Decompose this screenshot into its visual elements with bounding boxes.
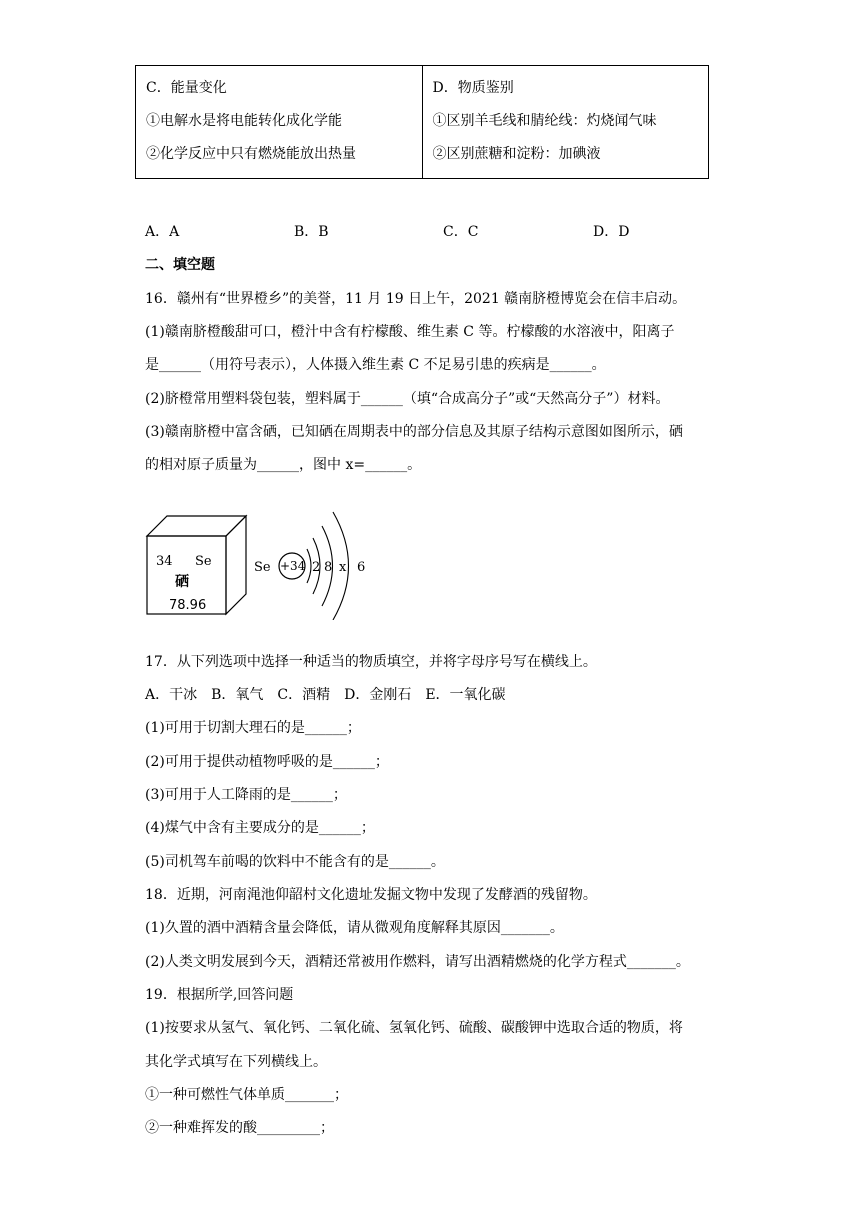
q19-item2: ②一种难挥发的酸_________； bbox=[145, 1120, 334, 1136]
q17-part4: (4)煤气中含有主要成分的是______； bbox=[145, 820, 375, 836]
atom-structure-diagram bbox=[254, 512, 365, 620]
q17-part3: (3)可用于人工降雨的是______； bbox=[145, 787, 347, 803]
choice-c[interactable]: C．C bbox=[443, 224, 479, 240]
q17-part5: (5)司机驾车前喝的饮料中不能含有的是______。 bbox=[145, 854, 445, 870]
q17-part1: (1)可用于切割大理石的是______； bbox=[145, 720, 361, 736]
q18-stem: 18．近期，河南渑池仰韶村文化遗址发掘文物中发现了发酵酒的残留物。 bbox=[145, 887, 597, 903]
nucleus-charge: +34 bbox=[280, 559, 306, 573]
shell-count-2: 8 bbox=[324, 560, 333, 575]
cell-c-item-2: ②化学反应中只有燃烧能放出热量 bbox=[146, 146, 356, 162]
q16-part3-line2: 的相对原子质量为______，图中 x=______。 bbox=[145, 457, 422, 473]
element-symbol: Se bbox=[195, 554, 212, 569]
q17-options: A．干冰 B．氧气 C．酒精 D．金刚石 E．一氧化碳 bbox=[145, 687, 506, 703]
choice-a[interactable]: A．A bbox=[145, 224, 180, 240]
q16-part1-line2: 是______（用符号表示），人体摄入维生素 C 不足易引患的疾病是______。 bbox=[145, 357, 606, 373]
q18-part2: (2)人类文明发展到今天，酒精还常被用作燃料，请写出酒精燃烧的化学方程式_______。 bbox=[145, 954, 690, 970]
selenium-figure bbox=[141, 498, 371, 620]
q16-part1-line1: (1)赣南脐橙酸甜可口，橙汁中含有柠檬酸、维生素 C 等。柠檬酸的水溶液中，阳离子 bbox=[145, 324, 675, 340]
choice-b[interactable]: B．B bbox=[294, 224, 329, 240]
q16-part3-line1: (3)赣南脐橙中富含硒，已知硒在周期表中的部分信息及其原子结构示意图如图所示，硒 bbox=[145, 424, 683, 440]
shell-count-1: 2 bbox=[312, 560, 321, 575]
q19-part1-line1: (1)按要求从氢气、氧化钙、二氧化硫、氢氧化钙、硫酸、碳酸钾中选取合适的物质，将 bbox=[145, 1020, 683, 1036]
q19-stem: 19．根据所学,回答问题 bbox=[145, 987, 294, 1003]
cell-c-item-1: ①电解水是将电能转化成化学能 bbox=[146, 113, 342, 129]
section-title: 二、填空题 bbox=[145, 257, 215, 273]
q18-part1: (1)久置的酒中酒精含量会降低，请从微观角度解释其原因_______。 bbox=[145, 920, 564, 936]
shell-arc-1 bbox=[307, 549, 311, 583]
atomic-number: 34 bbox=[156, 554, 173, 569]
element-card bbox=[147, 516, 246, 614]
q17-stem: 17．从下列选项中选择一种适当的物质填空，并将字母序号写在横线上。 bbox=[145, 654, 597, 670]
element-name: 硒 bbox=[175, 574, 189, 590]
options-table bbox=[135, 65, 709, 179]
shell-count-3: x bbox=[339, 560, 347, 575]
q19-item1: ①一种可燃性气体单质_______； bbox=[145, 1087, 348, 1103]
table-cell-c bbox=[136, 66, 423, 179]
q17-part2: (2)可用于提供动植物呼吸的是______； bbox=[145, 754, 389, 770]
q16-stem: 16．赣州有“世界橙乡”的美誉，11 月 19 日上午，2021 赣南脐橙博览会在信丰启动。 bbox=[145, 291, 687, 307]
cell-d-item-2: ②区别蔗糖和淀粉：加碘液 bbox=[432, 146, 601, 162]
choice-d[interactable]: D．D bbox=[593, 224, 630, 240]
table-cell-d bbox=[422, 66, 709, 179]
cell-d-title: D．物质鉴别 bbox=[432, 80, 514, 96]
shell-count-4: 6 bbox=[357, 560, 366, 575]
q19-part1-line2: 其化学式填写在下列横线上。 bbox=[145, 1054, 327, 1070]
q16-part2: (2)脐橙常用塑料袋包装，塑料属于______（填“合成高分子”或“天然高分子”）材料。 bbox=[145, 391, 670, 407]
cell-c-title: C．能量变化 bbox=[146, 80, 227, 96]
cell-d-item-1: ①区别羊毛线和腈纶线：灼烧闻气味 bbox=[432, 113, 657, 129]
atomic-mass: 78.96 bbox=[169, 598, 207, 613]
diagram-symbol: Se bbox=[254, 560, 271, 575]
